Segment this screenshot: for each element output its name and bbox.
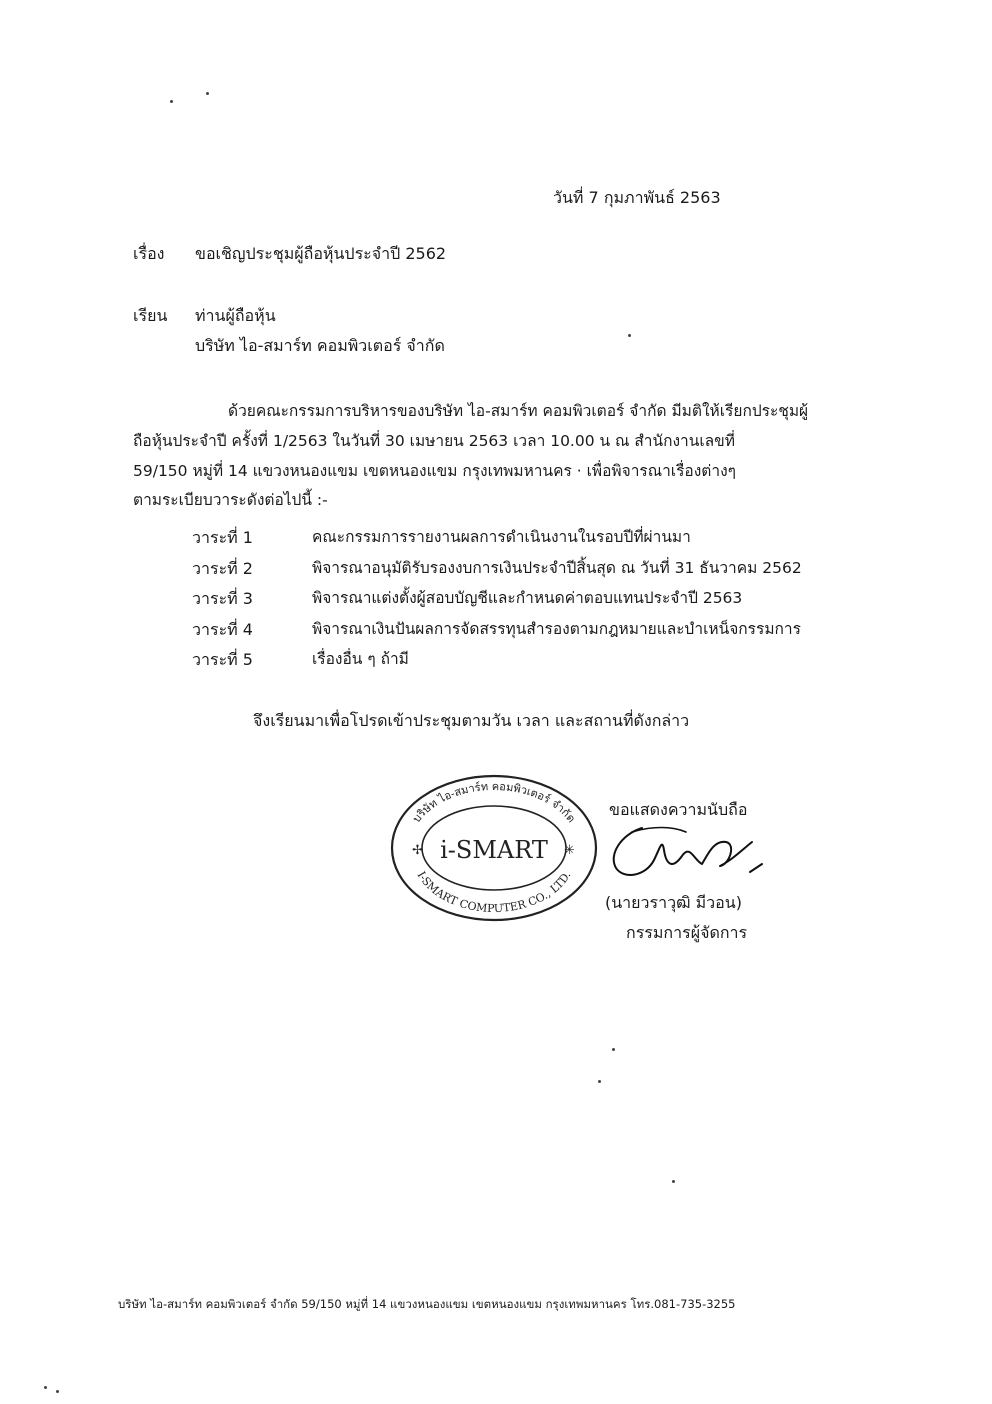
subject-label: เรื่อง	[133, 244, 165, 263]
scan-speck	[206, 92, 209, 95]
footer-address: บริษัท ไอ-สมาร์ท คอมพิวเตอร์ จำกัด 59/150 หมู่ที่ 14 แขวงหนองแขม เขตหนองแขม กรุงเทพมหานคร โทร.081-735-3255	[118, 1297, 736, 1311]
scan-speck	[44, 1386, 47, 1389]
agenda-label: วาระที่ 5	[192, 650, 253, 669]
seal-center-text: i-SMART	[440, 836, 548, 864]
svg-text:✳: ✳	[564, 843, 575, 858]
body-line-2: ถือหุ้นประจำปี ครั้งที่ 1/2563 ในวันที่ 30 เมษายน 2563 เวลา 10.00 น ณ สำนักงานเลขที่	[133, 432, 735, 450]
seal-top-text: บริษัท ไอ-สมาร์ท คอมพิวเตอร์ จำกัด	[409, 779, 578, 826]
seal-bottom-text: I-SMART COMPUTER CO., LTD.	[414, 869, 574, 916]
regards-text: ขอแสดงความนับถือ	[609, 800, 748, 819]
signature	[602, 820, 772, 890]
signer-title: กรรมการผู้จัดการ	[626, 923, 748, 942]
agenda-label: วาระที่ 3	[192, 589, 253, 608]
agenda-text: พิจารณาแต่งตั้งผู้สอบบัญชีและกำหนดค่าตอบแทนประจำปี 2563	[312, 589, 743, 607]
recipient-line-2: บริษัท ไอ-สมาร์ท คอมพิวเตอร์ จำกัด	[195, 336, 445, 355]
subject-text: ขอเชิญประชุมผู้ถือหุ้นประจำปี 2562	[195, 244, 447, 263]
scan-speck	[672, 1180, 675, 1183]
recipient-line-1: ท่านผู้ถือหุ้น	[195, 306, 276, 325]
agenda-label: วาระที่ 2	[192, 559, 253, 578]
scan-speck	[56, 1390, 59, 1393]
body-line-1: ด้วยคณะกรรมการบริหารของบริษัท ไอ-สมาร์ท คอมพิวเตอร์ จำกัด มีมติให้เรียกประชุมผู้	[228, 402, 809, 420]
recipient-label: เรียน	[133, 306, 168, 325]
company-seal	[388, 772, 600, 924]
agenda-label: วาระที่ 4	[192, 620, 253, 639]
body-line-3: 59/150 หมู่ที่ 14 แขวงหนองแขม เขตหนองแขม กรุงเทพมหานคร · เพื่อพิจารณาเรื่องต่างๆ	[133, 462, 736, 480]
agenda-text: พิจารณาอนุมัติรับรองงบการเงินประจำปีสิ้นสุด ณ วันที่ 31 ธันวาคม 2562	[312, 559, 802, 577]
scan-speck	[598, 1080, 601, 1083]
agenda-text: คณะกรรมการรายงานผลการดำเนินงานในรอบปีที่ผ่านมา	[312, 528, 691, 546]
closing-text: จึงเรียนมาเพื่อโปรดเข้าประชุมตามวัน เวลา และสถานที่ดังกล่าว	[253, 711, 690, 730]
svg-text:บริษัท ไอ-สมาร์ท คอมพิวเตอร์ จ	[410, 780, 578, 825]
scan-speck	[628, 334, 631, 337]
signer-name: (นายวราวุฒิ มีวอน)	[605, 893, 742, 912]
body-line-4: ตามระเบียบวาระดังต่อไปนี้ :-	[133, 491, 328, 509]
letter-date: วันที่ 7 กุมภาพันธ์ 2563	[553, 188, 721, 207]
agenda-text: พิจารณาเงินปันผลการจัดสรรทุนสำรองตามกฎหมายและบำเหน็จกรรมการ	[312, 620, 801, 638]
scan-speck	[612, 1048, 615, 1051]
scan-speck	[170, 100, 173, 103]
agenda-label: วาระที่ 1	[192, 528, 253, 547]
svg-text:✢: ✢	[412, 843, 423, 858]
agenda-text: เรื่องอื่น ๆ ถ้ามี	[312, 650, 409, 668]
